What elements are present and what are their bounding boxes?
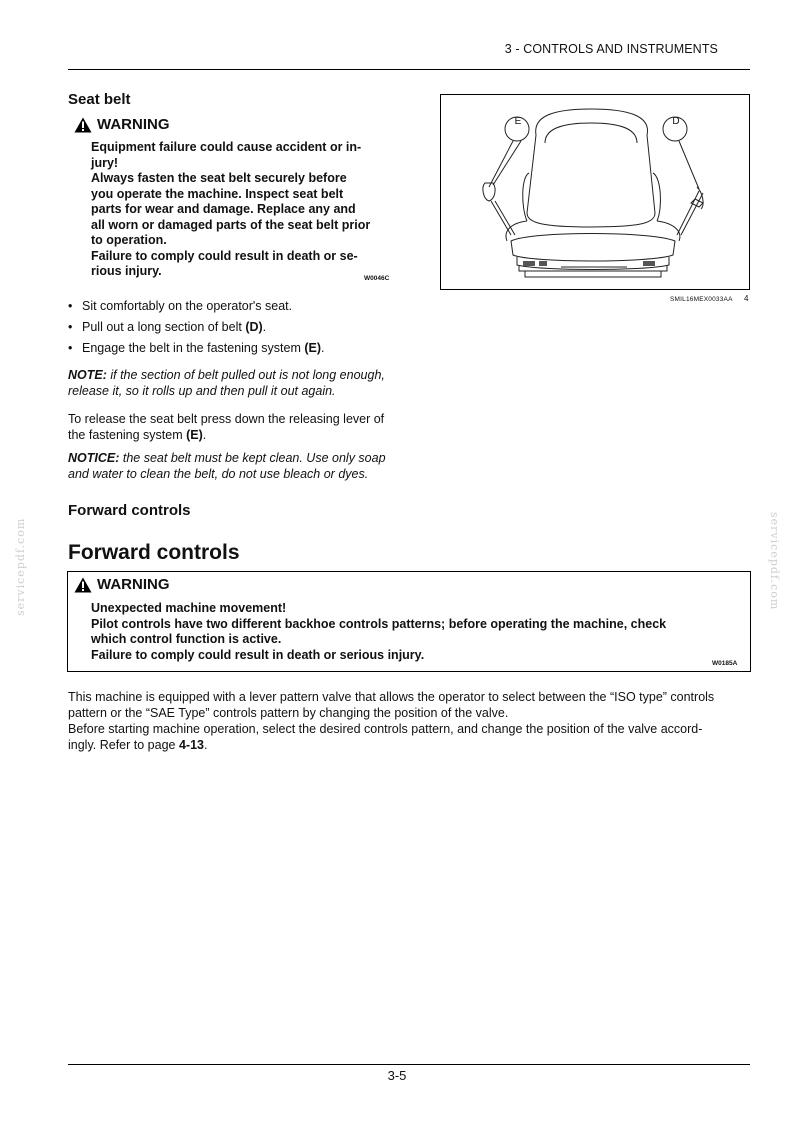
step-tail: . [262, 320, 267, 334]
step-text: Sit comfortably on the operator's seat. [82, 299, 293, 313]
seat-belt-note [68, 367, 413, 399]
warning-line: you operate the machine. Inspect seat belt [91, 186, 344, 201]
seat-belt-release-text [68, 411, 413, 443]
bullet-icon: • [68, 299, 73, 313]
callout-label-d: D [672, 116, 680, 127]
bullet-icon: • [68, 341, 73, 355]
warning-line: all worn or damaged parts of the seat belt prior [91, 217, 371, 232]
note-text-1: if the section of belt pulled out is not long enough, [106, 368, 385, 382]
notice-text-1: the seat belt must be kept clean. Use only soap [119, 451, 386, 465]
warning-line: to operation. [91, 233, 167, 247]
forward-warning-text [91, 601, 731, 663]
paragraph-line: pattern or the “SAE Type” controls pattern by changing the position of the valve. [68, 706, 509, 720]
warning-line: Equipment failure could cause accident or in- [91, 140, 362, 154]
warning-line: Pilot controls have two different backhoe controls patterns; before operating the machine, check [91, 616, 667, 631]
seat-belt-figure [440, 94, 750, 290]
warning-triangle-icon [74, 117, 92, 133]
page-header-title: 3 - CONTROLS AND INSTRUMENTS [504, 42, 718, 56]
warning-line: Failure to comply could result in death or se- [91, 248, 358, 263]
warning-line: parts for wear and damage. Replace any and [91, 202, 356, 216]
footer-rule [68, 1064, 750, 1065]
bullet-icon: • [68, 320, 73, 334]
release-tail: . [202, 428, 207, 442]
watermark-left: servicepdf.com [14, 517, 27, 616]
watermark-right: servicepdf.com [768, 512, 781, 611]
release-line-1: To release the seat belt press down the releasing lever of [68, 412, 385, 426]
operator-seat-illustration [441, 95, 749, 289]
seat-belt-warning-label: WARNING [97, 116, 170, 133]
step-ref: (E) [304, 341, 322, 355]
figure-number: 4 [744, 294, 749, 303]
header-rule [68, 69, 750, 70]
step-tail: . [321, 341, 325, 355]
step-text: Engage the belt in the fastening system [82, 341, 305, 355]
forward-warning-header [74, 576, 170, 593]
warning-line: Unexpected machine movement! [91, 601, 287, 615]
step-ref: (D) [245, 320, 263, 334]
warning-line: jury! [91, 155, 119, 170]
list-item [68, 299, 408, 320]
warning-line: which control function is active. [91, 632, 282, 646]
step-text: Pull out a long section of belt [82, 320, 246, 334]
paragraph-tail: . [203, 738, 208, 752]
paragraph-line: Before starting machine operation, select the desired controls pattern, and change the position of the valve accord- [68, 722, 703, 736]
warning-line: rious injury. [91, 264, 162, 278]
warning-line: Always fasten the seat belt securely before [91, 171, 347, 185]
notice-text-2: and water to clean the belt, do not use bleach or dyes. [68, 467, 369, 481]
forward-controls-warning-box [67, 571, 751, 672]
forward-controls-heading: Forward controls [68, 541, 240, 564]
forward-controls-paragraph [68, 689, 752, 753]
page-reference-link[interactable]: 4-13 [178, 738, 204, 752]
page-number: 3-5 [387, 1068, 407, 1083]
notice-label: NOTICE: [68, 451, 120, 465]
list-item [68, 320, 408, 341]
warning-line: Failure to comply could result in death or serious injury. [91, 647, 425, 662]
paragraph-line: ingly. Refer to page [68, 738, 179, 752]
forward-warning-code: W0185A [712, 660, 738, 667]
seat-belt-warning-text [91, 140, 391, 280]
seat-belt-warning-header [74, 116, 170, 133]
callout-label-e: E [514, 116, 522, 127]
figure-caption: SMIL16MEX0033AA [670, 296, 733, 303]
note-label: NOTE: [68, 368, 107, 382]
seat-belt-heading: Seat belt [68, 91, 131, 108]
paragraph-line: This machine is equipped with a lever pattern valve that allows the operator to select between the “ISO type” controls [68, 690, 715, 704]
forward-warning-label: WARNING [97, 576, 170, 593]
seat-belt-notice [68, 450, 413, 482]
release-ref: (E) [186, 428, 203, 442]
seat-belt-warning-code: W0046C [364, 275, 390, 282]
warning-triangle-icon [74, 577, 92, 593]
forward-controls-subheading: Forward controls [68, 502, 191, 519]
release-line-2: the fastening system [68, 428, 187, 442]
list-item [68, 341, 408, 362]
seat-belt-steps [68, 299, 408, 362]
note-text-2: release it, so it rolls up and then pull it out again. [68, 384, 336, 398]
